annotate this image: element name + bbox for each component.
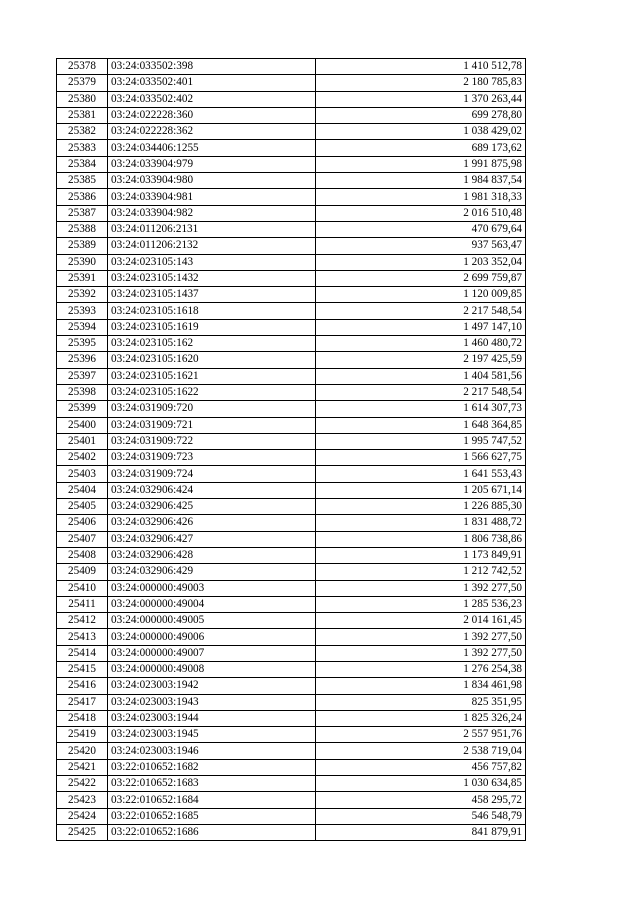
row-number-cell: 25422 xyxy=(57,776,108,792)
table-row xyxy=(57,352,526,368)
row-number-cell: 25384 xyxy=(57,156,108,172)
cadastral-value-cell: 1 285 536,23 xyxy=(316,596,526,612)
cadastral-number-cell: 03:24:023105:1621 xyxy=(108,368,316,384)
cadastral-number-cell: 03:24:023105:1620 xyxy=(108,352,316,368)
table-row xyxy=(57,401,526,417)
cadastral-value-cell: 1 392 277,50 xyxy=(316,580,526,596)
cadastral-value-cell: 456 757,82 xyxy=(316,759,526,775)
cadastral-value-table xyxy=(56,58,526,841)
cadastral-number-cell: 03:24:000000:49004 xyxy=(108,596,316,612)
cadastral-number-cell: 03:24:033502:401 xyxy=(108,75,316,91)
table-row xyxy=(57,678,526,694)
cadastral-value-cell: 1 392 277,50 xyxy=(316,629,526,645)
cadastral-number-cell: 03:24:000000:49003 xyxy=(108,580,316,596)
cadastral-number-cell: 03:24:032906:426 xyxy=(108,515,316,531)
cadastral-value-cell: 689 173,62 xyxy=(316,140,526,156)
row-number-cell: 25406 xyxy=(57,515,108,531)
row-number-cell: 25381 xyxy=(57,107,108,123)
table-row xyxy=(57,254,526,270)
table-row xyxy=(57,515,526,531)
row-number-cell: 25400 xyxy=(57,417,108,433)
cadastral-number-cell: 03:24:032906:424 xyxy=(108,482,316,498)
row-number-cell: 25382 xyxy=(57,124,108,140)
cadastral-number-cell: 03:24:023003:1942 xyxy=(108,678,316,694)
cadastral-number-cell: 03:24:033904:979 xyxy=(108,156,316,172)
table-row xyxy=(57,189,526,205)
cadastral-value-cell: 1 276 254,38 xyxy=(316,661,526,677)
cadastral-value-cell: 1 410 512,78 xyxy=(316,59,526,75)
table-row xyxy=(57,661,526,677)
row-number-cell: 25417 xyxy=(57,694,108,710)
cadastral-value-cell: 1 120 009,85 xyxy=(316,287,526,303)
table-row xyxy=(57,140,526,156)
cadastral-value-cell: 1 205 671,14 xyxy=(316,482,526,498)
table-row xyxy=(57,580,526,596)
row-number-cell: 25421 xyxy=(57,759,108,775)
row-number-cell: 25380 xyxy=(57,91,108,107)
table-row xyxy=(57,59,526,75)
table-row xyxy=(57,91,526,107)
row-number-cell: 25409 xyxy=(57,564,108,580)
table-row xyxy=(57,205,526,221)
table-row xyxy=(57,629,526,645)
row-number-cell: 25408 xyxy=(57,547,108,563)
cadastral-value-cell: 2 180 785,83 xyxy=(316,75,526,91)
row-number-cell: 25387 xyxy=(57,205,108,221)
cadastral-value-cell: 1 370 263,44 xyxy=(316,91,526,107)
row-number-cell: 25407 xyxy=(57,531,108,547)
table-row xyxy=(57,547,526,563)
row-number-cell: 25413 xyxy=(57,629,108,645)
cadastral-value-cell: 470 679,64 xyxy=(316,221,526,237)
cadastral-number-cell: 03:24:023003:1944 xyxy=(108,710,316,726)
cadastral-number-cell: 03:24:032906:429 xyxy=(108,564,316,580)
cadastral-number-cell: 03:24:023105:1432 xyxy=(108,270,316,286)
cadastral-value-cell: 1 566 627,75 xyxy=(316,450,526,466)
row-number-cell: 25394 xyxy=(57,319,108,335)
table-row xyxy=(57,433,526,449)
cadastral-number-cell: 03:24:032906:428 xyxy=(108,547,316,563)
row-number-cell: 25424 xyxy=(57,808,108,824)
cadastral-number-cell: 03:24:023105:1622 xyxy=(108,384,316,400)
cadastral-number-cell: 03:24:023003:1946 xyxy=(108,743,316,759)
row-number-cell: 25389 xyxy=(57,238,108,254)
cadastral-value-cell: 1 806 738,86 xyxy=(316,531,526,547)
cadastral-value-cell: 1 038 429,02 xyxy=(316,124,526,140)
cadastral-value-cell: 1 030 634,85 xyxy=(316,776,526,792)
row-number-cell: 25416 xyxy=(57,678,108,694)
row-number-cell: 25388 xyxy=(57,221,108,237)
table-row xyxy=(57,613,526,629)
cadastral-value-cell: 2 197 425,59 xyxy=(316,352,526,368)
cadastral-number-cell: 03:24:023105:1619 xyxy=(108,319,316,335)
table-row xyxy=(57,384,526,400)
row-number-cell: 25403 xyxy=(57,466,108,482)
cadastral-number-cell: 03:24:032906:425 xyxy=(108,499,316,515)
cadastral-number-cell: 03:24:000000:49008 xyxy=(108,661,316,677)
table-row xyxy=(57,238,526,254)
cadastral-value-cell: 1 831 488,72 xyxy=(316,515,526,531)
cadastral-number-cell: 03:24:033904:980 xyxy=(108,173,316,189)
cadastral-value-cell: 1 648 364,85 xyxy=(316,417,526,433)
row-number-cell: 25414 xyxy=(57,645,108,661)
cadastral-value-cell: 2 014 161,45 xyxy=(316,613,526,629)
table-row xyxy=(57,124,526,140)
cadastral-value-cell: 1 825 326,24 xyxy=(316,710,526,726)
table-row xyxy=(57,319,526,335)
row-number-cell: 25420 xyxy=(57,743,108,759)
row-number-cell: 25399 xyxy=(57,401,108,417)
table-row xyxy=(57,531,526,547)
cadastral-number-cell: 03:24:011206:2132 xyxy=(108,238,316,254)
table-row xyxy=(57,824,526,840)
cadastral-number-cell: 03:24:022228:360 xyxy=(108,107,316,123)
cadastral-value-cell: 937 563,47 xyxy=(316,238,526,254)
row-number-cell: 25386 xyxy=(57,189,108,205)
cadastral-number-cell: 03:24:011206:2131 xyxy=(108,221,316,237)
table-row xyxy=(57,303,526,319)
table-row xyxy=(57,776,526,792)
table-row xyxy=(57,499,526,515)
row-number-cell: 25410 xyxy=(57,580,108,596)
cadastral-number-cell: 03:24:033502:398 xyxy=(108,59,316,75)
row-number-cell: 25398 xyxy=(57,384,108,400)
row-number-cell: 25425 xyxy=(57,824,108,840)
cadastral-value-cell: 1 212 742,52 xyxy=(316,564,526,580)
table-row xyxy=(57,173,526,189)
cadastral-number-cell: 03:24:033904:981 xyxy=(108,189,316,205)
cadastral-number-cell: 03:24:023105:1437 xyxy=(108,287,316,303)
row-number-cell: 25405 xyxy=(57,499,108,515)
table-row xyxy=(57,287,526,303)
cadastral-value-cell: 1 226 885,30 xyxy=(316,499,526,515)
cadastral-value-cell: 699 278,80 xyxy=(316,107,526,123)
table-row xyxy=(57,417,526,433)
row-number-cell: 25393 xyxy=(57,303,108,319)
cadastral-number-cell: 03:24:032906:427 xyxy=(108,531,316,547)
cadastral-value-cell: 2 699 759,87 xyxy=(316,270,526,286)
cadastral-value-cell: 825 351,95 xyxy=(316,694,526,710)
cadastral-number-cell: 03:22:010652:1684 xyxy=(108,792,316,808)
cadastral-value-cell: 458 295,72 xyxy=(316,792,526,808)
row-number-cell: 25402 xyxy=(57,450,108,466)
table-row xyxy=(57,336,526,352)
cadastral-number-cell: 03:24:023003:1943 xyxy=(108,694,316,710)
cadastral-number-cell: 03:24:000000:49006 xyxy=(108,629,316,645)
row-number-cell: 25401 xyxy=(57,433,108,449)
row-number-cell: 25378 xyxy=(57,59,108,75)
cadastral-number-cell: 03:24:023003:1945 xyxy=(108,727,316,743)
row-number-cell: 25383 xyxy=(57,140,108,156)
cadastral-number-cell: 03:22:010652:1686 xyxy=(108,824,316,840)
cadastral-number-cell: 03:24:031909:721 xyxy=(108,417,316,433)
cadastral-number-cell: 03:24:031909:723 xyxy=(108,450,316,466)
cadastral-value-cell: 1 460 480,72 xyxy=(316,336,526,352)
cadastral-value-cell: 2 557 951,76 xyxy=(316,727,526,743)
cadastral-value-cell: 1 641 553,43 xyxy=(316,466,526,482)
cadastral-number-cell: 03:24:033904:982 xyxy=(108,205,316,221)
table-row xyxy=(57,466,526,482)
table-row xyxy=(57,694,526,710)
cadastral-value-cell: 2 016 510,48 xyxy=(316,205,526,221)
cadastral-value-cell: 841 879,91 xyxy=(316,824,526,840)
table-row xyxy=(57,759,526,775)
row-number-cell: 25390 xyxy=(57,254,108,270)
cadastral-value-cell: 1 981 318,33 xyxy=(316,189,526,205)
row-number-cell: 25396 xyxy=(57,352,108,368)
cadastral-number-cell: 03:22:010652:1682 xyxy=(108,759,316,775)
row-number-cell: 25391 xyxy=(57,270,108,286)
table-row xyxy=(57,792,526,808)
cadastral-number-cell: 03:24:031909:724 xyxy=(108,466,316,482)
table-row xyxy=(57,596,526,612)
cadastral-number-cell: 03:24:031909:720 xyxy=(108,401,316,417)
cadastral-value-cell: 1 497 147,10 xyxy=(316,319,526,335)
row-number-cell: 25395 xyxy=(57,336,108,352)
cadastral-number-cell: 03:22:010652:1685 xyxy=(108,808,316,824)
cadastral-number-cell: 03:24:031909:722 xyxy=(108,433,316,449)
cadastral-number-cell: 03:24:034406:1255 xyxy=(108,140,316,156)
cadastral-number-cell: 03:22:010652:1683 xyxy=(108,776,316,792)
table-row xyxy=(57,75,526,91)
table-row xyxy=(57,710,526,726)
table-row xyxy=(57,450,526,466)
row-number-cell: 25411 xyxy=(57,596,108,612)
cadastral-value-cell: 546 548,79 xyxy=(316,808,526,824)
row-number-cell: 25404 xyxy=(57,482,108,498)
cadastral-value-cell: 1 203 352,04 xyxy=(316,254,526,270)
row-number-cell: 25385 xyxy=(57,173,108,189)
row-number-cell: 25379 xyxy=(57,75,108,91)
row-number-cell: 25415 xyxy=(57,661,108,677)
table-row xyxy=(57,482,526,498)
table-row xyxy=(57,368,526,384)
cadastral-value-cell: 2 217 548,54 xyxy=(316,303,526,319)
cadastral-number-cell: 03:24:023105:162 xyxy=(108,336,316,352)
cadastral-value-cell: 2 217 548,54 xyxy=(316,384,526,400)
table-row xyxy=(57,645,526,661)
cadastral-value-cell: 1 991 875,98 xyxy=(316,156,526,172)
cadastral-number-cell: 03:24:023105:143 xyxy=(108,254,316,270)
cadastral-number-cell: 03:24:000000:49005 xyxy=(108,613,316,629)
table-row xyxy=(57,727,526,743)
cadastral-value-cell: 1 614 307,73 xyxy=(316,401,526,417)
row-number-cell: 25419 xyxy=(57,727,108,743)
cadastral-value-cell: 1 173 849,91 xyxy=(316,547,526,563)
cadastral-value-cell: 1 392 277,50 xyxy=(316,645,526,661)
cadastral-number-cell: 03:24:023105:1618 xyxy=(108,303,316,319)
table-row xyxy=(57,156,526,172)
cadastral-value-cell: 2 538 719,04 xyxy=(316,743,526,759)
cadastral-value-cell: 1 404 581,56 xyxy=(316,368,526,384)
table-row xyxy=(57,743,526,759)
table-row xyxy=(57,221,526,237)
cadastral-value-cell: 1 984 837,54 xyxy=(316,173,526,189)
table-body xyxy=(57,59,526,841)
cadastral-number-cell: 03:24:022228:362 xyxy=(108,124,316,140)
cadastral-value-cell: 1 995 747,52 xyxy=(316,433,526,449)
table-row xyxy=(57,270,526,286)
row-number-cell: 25423 xyxy=(57,792,108,808)
row-number-cell: 25412 xyxy=(57,613,108,629)
cadastral-number-cell: 03:24:000000:49007 xyxy=(108,645,316,661)
row-number-cell: 25397 xyxy=(57,368,108,384)
row-number-cell: 25418 xyxy=(57,710,108,726)
table-row xyxy=(57,808,526,824)
cadastral-number-cell: 03:24:033502:402 xyxy=(108,91,316,107)
table-row xyxy=(57,564,526,580)
row-number-cell: 25392 xyxy=(57,287,108,303)
table-row xyxy=(57,107,526,123)
cadastral-value-cell: 1 834 461,98 xyxy=(316,678,526,694)
